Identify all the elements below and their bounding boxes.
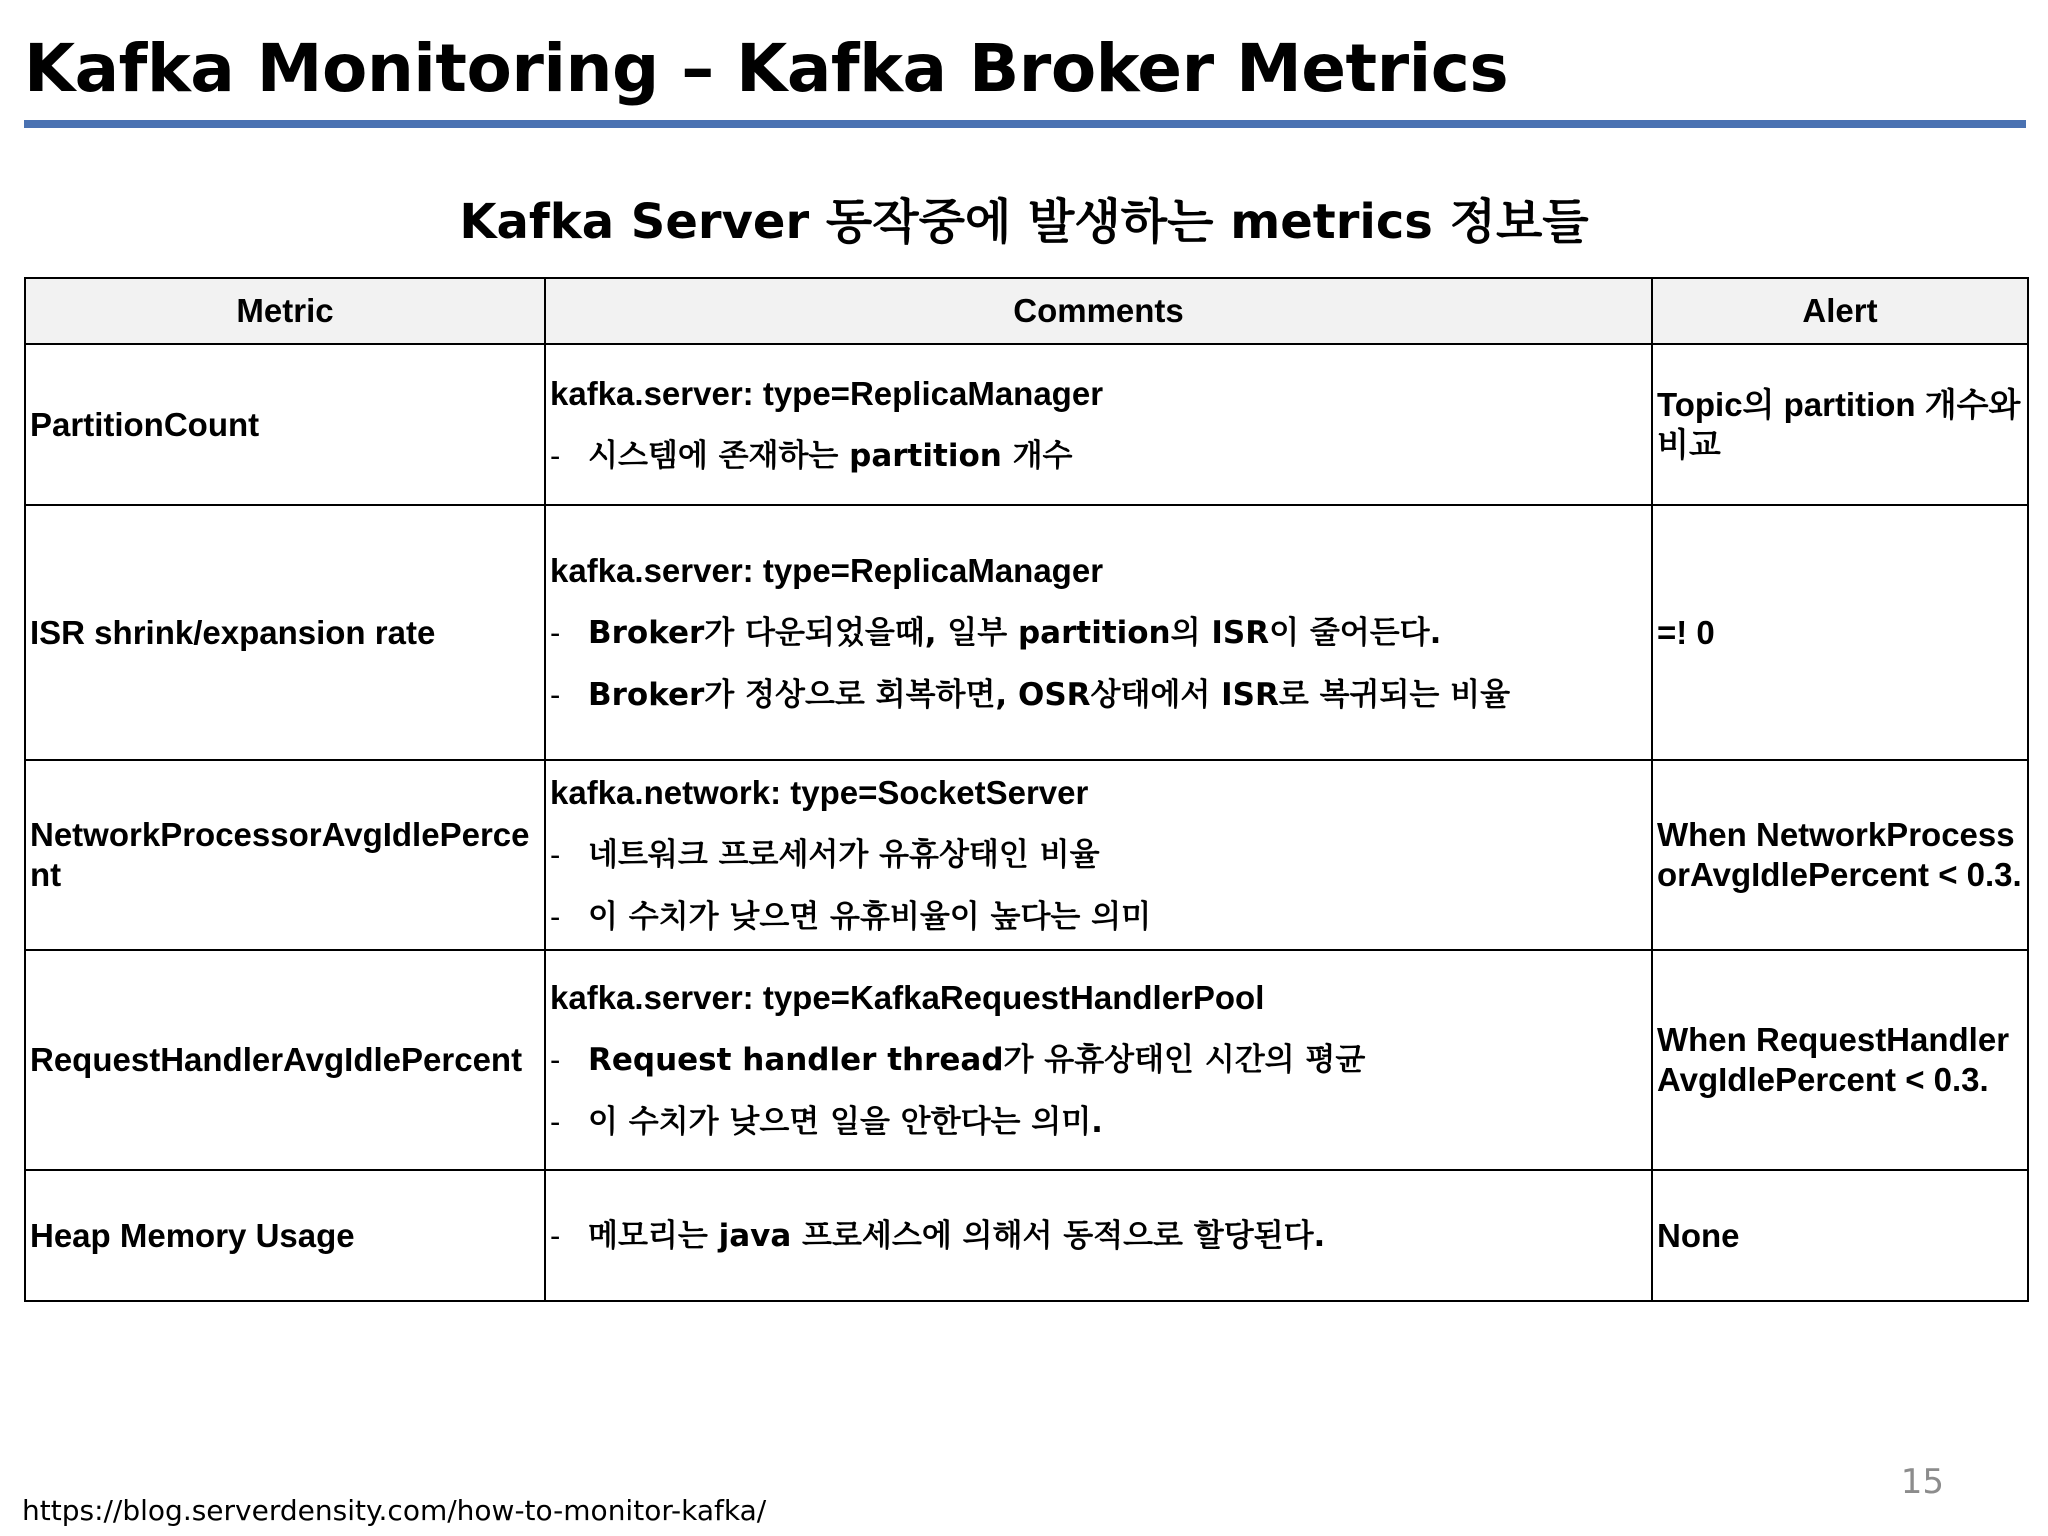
title-underline	[24, 120, 2026, 128]
header-alert: Alert	[1652, 278, 2028, 344]
alert-value: None	[1652, 1170, 2028, 1301]
comments-cell	[545, 950, 1652, 1170]
comment-line: - Broker가 정상으로 회복하면, OSR상태에서 ISR로 복귀되는 비율	[550, 676, 1511, 713]
table-row	[25, 760, 2028, 950]
table-header-row	[25, 278, 2028, 344]
source-url[interactable]: https://blog.serverdensity.com/how-to-monitor-kafka/	[22, 1494, 767, 1527]
table-row	[25, 505, 2028, 760]
comment-line-text: Request handler thread가 유휴상태인 시간의 평균	[588, 1042, 1366, 1078]
comment-head: kafka.server: type=KafkaRequestHandlerPool	[550, 979, 1265, 1016]
comment-line-text: 이 수치가 낮으면 유휴비율이 높다는 의미	[588, 899, 1152, 935]
alert-value: When RequestHandlerAvgIdlePercent < 0.3.	[1652, 950, 2028, 1170]
comments-cell	[545, 344, 1652, 505]
page-number: 15	[1900, 1462, 1944, 1502]
alert-value: When NetworkProcessorAvgIdlePercent < 0.3.	[1652, 760, 2028, 950]
comment-line: - 이 수치가 낮으면 일을 안한다는 의미.	[550, 1104, 1103, 1140]
metric-name: PartitionCount	[25, 344, 545, 505]
comment-line: - 시스템에 존재하는 partition 개수	[550, 437, 1073, 474]
comment-line-text: Broker가 다운되었을때, 일부 partition의 ISR이 줄어든다.	[588, 614, 1442, 651]
metric-name: ISR shrink/expansion rate	[25, 505, 545, 760]
comment-line-text: 네트워크 프로세서가 유휴상태인 비율	[588, 837, 1100, 873]
comment-line-text: 메모리는 java 프로세스에 의해서 동적으로 할당된다.	[588, 1217, 1326, 1254]
table-row	[25, 950, 2028, 1170]
header-comments: Comments	[545, 278, 1652, 344]
comment-line-text: Broker가 정상으로 회복하면, OSR상태에서 ISR로 복귀되는 비율	[588, 676, 1511, 713]
comments-cell	[545, 505, 1652, 760]
comment-line: - Broker가 다운되었을때, 일부 partition의 ISR이 줄어든다.	[550, 614, 1442, 651]
comment-head: kafka.network: type=SocketServer	[550, 774, 1089, 811]
alert-value: =! 0	[1652, 505, 2028, 760]
slide-title: Kafka Monitoring – Kafka Broker Metrics	[24, 30, 1509, 107]
comment-line: - 메모리는 java 프로세스에 의해서 동적으로 할당된다.	[550, 1217, 1326, 1254]
alert-value: Topic의 partition 개수와 비교	[1652, 344, 2028, 505]
metric-name: Heap Memory Usage	[25, 1170, 545, 1301]
metric-name: RequestHandlerAvgIdlePercent	[25, 950, 545, 1170]
comments-cell	[545, 1170, 1652, 1301]
comment-line: - Request handler thread가 유휴상태인 시간의 평균	[550, 1042, 1366, 1078]
comment-head: kafka.server: type=ReplicaManager	[550, 551, 1104, 589]
metric-name: NetworkProcessorAvgIdlePercent	[25, 760, 545, 950]
table-row	[25, 344, 2028, 505]
metrics-table	[24, 277, 2029, 1302]
table-caption: Kafka Server 동작중에 발생하는 metrics 정보들	[459, 194, 1589, 250]
table-row	[25, 1170, 2028, 1301]
comments-cell	[545, 760, 1652, 950]
comment-line-text: 이 수치가 낮으면 일을 안한다는 의미.	[588, 1104, 1103, 1140]
comment-line-text: 시스템에 존재하는 partition 개수	[588, 437, 1073, 474]
comment-head: kafka.server: type=ReplicaManager	[550, 374, 1104, 412]
comment-line: - 이 수치가 낮으면 유휴비율이 높다는 의미	[550, 899, 1152, 935]
header-metric: Metric	[25, 278, 545, 344]
comment-line: - 네트워크 프로세서가 유휴상태인 비율	[550, 837, 1100, 873]
